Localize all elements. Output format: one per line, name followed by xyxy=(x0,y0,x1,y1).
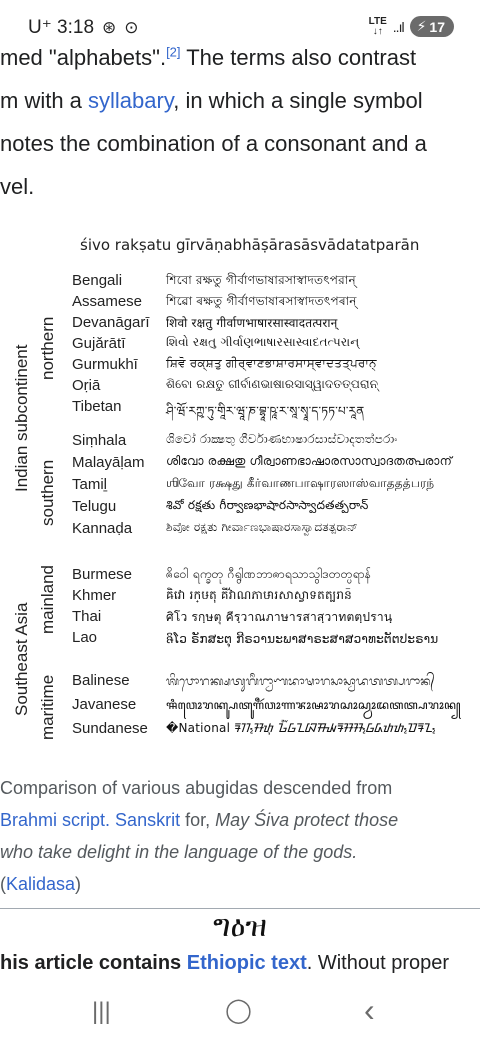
syllabary-link[interactable]: syllabary xyxy=(88,88,174,113)
figure-title: śivo rakṣatu gīrvāṇabhāṣārasāsvādatatparān xyxy=(80,236,420,254)
ethiopic-heading: ግዕዝ xyxy=(213,910,267,943)
charging-icon: ⚡ xyxy=(416,18,427,34)
region-southern: southern xyxy=(38,459,57,526)
region-mainland: mainland xyxy=(38,565,57,634)
region-southeast-asia: Southeast Asia xyxy=(12,602,31,716)
siva-link[interactable]: Śiva xyxy=(254,810,290,830)
article-paragraph: med "alphabets".[2] The terms also contrast m with a syllabary, in which a single symbol notes the combination of a consonant and a vel. xyxy=(0,44,427,199)
recents-button[interactable]: ||| xyxy=(92,998,111,1025)
region-northern: northern xyxy=(38,316,57,380)
lte-icon: LTE ↓↑ xyxy=(368,15,387,37)
abugida-comparison-image[interactable]: śivo rakṣatu gīrvāṇabhāṣārasāsvādatatparān Indian subcontinent northern southern Southeast Asia mainland maritime Bengali শিবো রক্ষতু গীর্বাণভাষারসাস্বাদতৎপরান্ Assamese শিৱো ৰক্ষতু গীৰ্বাণভাষাৰসাস্বাদতৎপৰান্ Devanāgarī शिवो रक्षतु गीर्वाणभाषारसास्वादतत्परान् Gujǎrātī શિવો રક્ષતુ ગીર્વાણભાષારસાસ્વાદતત્પરાન્ Gurmukhī ਸ਼ਿਵੋ ਰਕ੍ਸ਼ਤੁ ਗੀਰ੍ਵਾਣਭਾਸ਼ਾਰਸਾਸ੍ਵਾਦਤਤ੍ਪਰਾਨ੍ Oṛiā ଶିବୋ ରକ୍ଷତୁ ଗୀର୍ବାଣଭାଷାରସାସ୍ୱାଦତତ୍ପରାନ୍ Tibetan ཤི་ཝོ་རཀྵ་ཏུ་གཱིར་ཝཱ་ཎ་བྷཱ་ཥཱ་ར་སཱ་སྭཱ་ད་ཏཏ་པ་རཱན Siṃhala ශිවෝ රාක්‍ෂතු ගීර්වාණභාෂාරසාස්වාදතත්පරාං Malayāḷam ശിവോ രക്ഷതു ഗീര്വാണഭാഷാരസാസ്വാദതത്പരാന് Tamiḻ ஶிவோ ரக்ஷது கீர்வாணபாஷாரஸாஸ்வாததத்பரந் Telugu శివో రక్షతు గీర్వాణభాషారసాస్వాదతత్పరాన్ Kannaḍa ಶಿವೋ ರಕ್ಷತು ಗೀರ್ವಾಣಭಾಷಾರಸಾಸ್ವಾದತತ್ಪರಾನ್ Burmese ၐိဝေါ ရက္ခတု ဂီရွါဏဘာၐာရသာသွါဒတတ္ပရာန် Khmer ឝិវោ រក្ឞតុ គីវ៌ាណភាឞារសាស្វាទតត្បរាន៑ Thai ศิโว รกฺษตุ คีรฺวาณภาษารสาสฺวาทตตฺปรานฺ Lao ຨິໂວ ຣັກສະຕຸ ກີຣວານະພາສາຣະສາສວາທະຕັຕປະຣານ Balinese ᬰᬶᬯᭀᬭᬓ᭄ᬱᬢᬸᬕᬷᬭ᭄ᬯᬵᬡᬪᬵᬱᬵᬭᬲᬵᬲ᭄ᬯᬵᬤᬢᬢ᭄ᬧᬭᬵᬦ᭄ Javanese ꦯꦶꦮꦺꦴꦫꦏ꧀ꦰꦠꦸꦒꦷꦂꦮꦴꦟꦨꦴꦰꦴꦫꦱꦴꦱ꧀ꦮꦴꦢꦠꦠ꧀ꦥꦫꦴꦤ꧀ Sundanese �National ᮛᮊ᮪ᮞᮒᮥ ᮌᮤᮁᮝᮔᮘᮯᮛᮞᮞ᮪ᮝᮓᮒᮒ᮪ᮕᮛᮔ᮪ xyxy=(12,236,461,740)
reference-link[interactable]: [2] xyxy=(166,44,181,60)
aperture-icon: ⊛ xyxy=(102,17,117,37)
back-button[interactable]: ‹ xyxy=(364,992,375,1028)
navigation-bar xyxy=(0,988,480,1040)
kalidasa-link[interactable]: Kalidasa xyxy=(6,874,76,894)
section-divider xyxy=(0,908,480,909)
figure-caption: Comparison of various abugidas descended from Brahmi script. Sanskrit for, May Śiva protect those who take delight in the language of the gods. (Kalidasa) xyxy=(0,778,399,894)
home-button[interactable]: ◯ xyxy=(225,997,252,1024)
signal-icon: ..ıl xyxy=(392,18,404,35)
record-icon: ⊙ xyxy=(124,17,139,37)
battery-badge xyxy=(410,16,454,37)
ethiopic-notice: his article contains Ethiopic text. Without proper xyxy=(0,952,450,974)
region-maritime: maritime xyxy=(38,674,57,740)
carrier-time: U⁺ 3:18 xyxy=(28,17,95,38)
brahmi-script-link[interactable]: Brahmi script xyxy=(0,810,106,830)
region-indian-subcontinent: Indian subcontinent xyxy=(12,344,31,492)
sanskrit-link[interactable]: Sanskrit xyxy=(115,810,181,830)
ethiopic-text-link[interactable]: Ethiopic text xyxy=(186,952,307,974)
battery-level: 17 xyxy=(429,18,445,35)
